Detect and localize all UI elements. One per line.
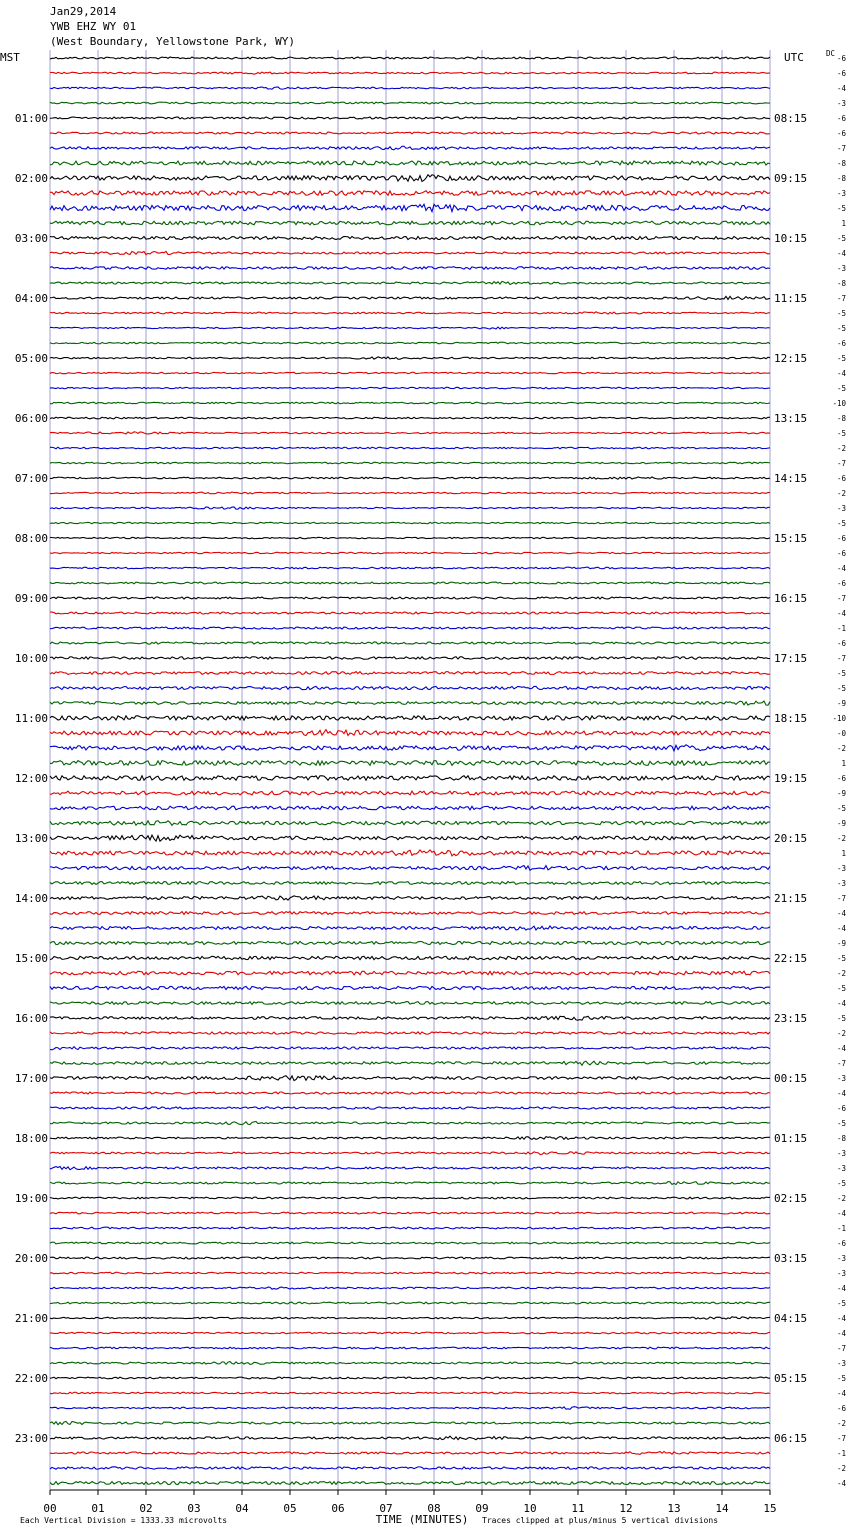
dc-offset-label: 1 <box>841 219 846 228</box>
dc-offset-label: -6 <box>836 1404 846 1413</box>
left-hour-label: 12:00 <box>14 772 48 785</box>
x-tick-label: 09 <box>475 1502 489 1515</box>
trace-65 <box>50 1032 770 1034</box>
left-hour-label: 14:00 <box>14 892 48 905</box>
trace-24 <box>50 417 770 419</box>
trace-89 <box>50 1392 770 1394</box>
dc-offset-label: -7 <box>836 1344 846 1353</box>
trace-35 <box>50 582 770 584</box>
trace-86 <box>50 1347 770 1349</box>
trace-72 <box>50 1137 770 1140</box>
left-timezone-label: MST <box>0 51 20 64</box>
trace-71 <box>50 1122 770 1125</box>
trace-36 <box>50 597 770 599</box>
axis-labels <box>0 49 846 1526</box>
dc-offset-label: -3 <box>836 1359 846 1368</box>
dc-offset-label: -3 <box>836 264 846 273</box>
trace-87 <box>50 1362 770 1365</box>
trace-20 <box>50 357 770 359</box>
trace-4 <box>50 117 770 119</box>
dc-offset-label: -6 <box>836 549 846 558</box>
trace-32 <box>50 537 770 538</box>
dc-offset-label: -2 <box>836 834 846 843</box>
x-tick-label: 05 <box>283 1502 297 1515</box>
dc-offset-label: -4 <box>836 1209 846 1218</box>
dc-offset-label: -4 <box>836 1329 846 1338</box>
dc-offset-label: -5 <box>836 1014 846 1023</box>
trace-77 <box>50 1212 770 1214</box>
trace-63 <box>50 1002 770 1005</box>
dc-offset-label: -8 <box>836 414 846 423</box>
trace-61 <box>50 971 770 975</box>
trace-37 <box>50 612 770 614</box>
right-hour-label: 17:15 <box>774 652 808 665</box>
trace-6 <box>50 146 770 149</box>
trace-23 <box>50 402 770 404</box>
dc-offset-label: -1 <box>836 624 846 633</box>
dc-offset-label: -6 <box>836 1239 846 1248</box>
trace-54 <box>50 866 770 871</box>
trace-21 <box>50 372 770 373</box>
left-hour-label: 15:00 <box>14 952 48 965</box>
dc-offset-label: -5 <box>836 984 846 993</box>
trace-60 <box>50 956 770 959</box>
dc-offset-label: -4 <box>836 564 846 573</box>
trace-68 <box>50 1076 770 1081</box>
right-hour-label: 23:15 <box>774 1012 808 1025</box>
dc-offset-label: -3 <box>836 99 846 108</box>
trace-93 <box>50 1451 770 1454</box>
dc-offset-label: -6 <box>836 129 846 138</box>
dc-offset-label: -5 <box>836 429 846 438</box>
dc-offset-label: -3 <box>836 879 846 888</box>
right-hour-label: 15:15 <box>774 532 808 545</box>
trace-18 <box>50 327 770 329</box>
left-hour-label: 02:00 <box>14 172 48 185</box>
dc-offset-label: -4 <box>836 84 846 93</box>
trace-62 <box>50 986 770 989</box>
dc-offset-label: -7 <box>836 459 846 468</box>
header-location: (West Boundary, Yellowstone Park, WY) <box>50 35 296 48</box>
right-hour-label: 03:15 <box>774 1252 808 1265</box>
x-tick-label: 10 <box>523 1502 537 1515</box>
right-hour-label: 22:15 <box>774 952 808 965</box>
dc-offset-label: -4 <box>836 1044 846 1053</box>
left-hour-label: 17:00 <box>14 1072 48 1085</box>
dc-offset-label: -6 <box>836 579 846 588</box>
trace-2 <box>50 87 770 89</box>
right-hour-label: 18:15 <box>774 712 808 725</box>
dc-header-label: DC <box>826 49 836 58</box>
dc-offset-label: -4 <box>836 999 846 1008</box>
right-hour-label: 06:15 <box>774 1432 808 1445</box>
right-hour-label: 10:15 <box>774 232 808 245</box>
trace-78 <box>50 1227 770 1229</box>
dc-offset-label: -5 <box>836 1179 846 1188</box>
dc-offset-label: -3 <box>836 1254 846 1263</box>
dc-offset-label: -8 <box>836 1134 846 1143</box>
right-hour-label: 09:15 <box>774 172 808 185</box>
trace-44 <box>50 716 770 720</box>
dc-offset-label: -9 <box>836 819 846 828</box>
trace-75 <box>50 1182 770 1185</box>
trace-74 <box>50 1167 770 1170</box>
trace-12 <box>50 236 770 239</box>
seismic-traces <box>50 57 770 1484</box>
right-hour-label: 13:15 <box>774 412 808 425</box>
trace-17 <box>50 312 770 314</box>
trace-14 <box>50 267 770 270</box>
trace-70 <box>50 1107 770 1109</box>
right-hour-label: 05:15 <box>774 1372 808 1385</box>
dc-offset-label: -5 <box>836 324 846 333</box>
dc-offset-label: -0 <box>836 729 846 738</box>
trace-39 <box>50 642 770 644</box>
trace-83 <box>50 1302 770 1304</box>
left-hour-label: 20:00 <box>14 1252 48 1265</box>
dc-offset-label: -4 <box>836 1479 846 1488</box>
x-tick-label: 01 <box>91 1502 105 1515</box>
dc-offset-label: -5 <box>836 204 846 213</box>
footer-scale-note: Each Vertical Division = 1333.33 microvolts <box>20 1516 228 1525</box>
right-hour-label: 11:15 <box>774 292 808 305</box>
dc-offset-label: -7 <box>836 144 846 153</box>
x-tick-label: 13 <box>667 1502 681 1515</box>
left-hour-label: 06:00 <box>14 412 48 425</box>
dc-offset-label: -6 <box>836 774 846 783</box>
dc-offset-label: -3 <box>836 1149 846 1158</box>
trace-26 <box>50 447 770 449</box>
trace-69 <box>50 1092 770 1094</box>
dc-offset-label: -8 <box>836 279 846 288</box>
trace-15 <box>50 281 770 284</box>
dc-offset-label: -5 <box>836 234 846 243</box>
x-tick-label: 08 <box>427 1502 441 1515</box>
left-hour-label: 04:00 <box>14 292 48 305</box>
x-axis-title: TIME (MINUTES) <box>375 1513 469 1526</box>
left-hour-label: 07:00 <box>14 472 48 485</box>
dc-offset-label: -8 <box>836 174 846 183</box>
left-hour-label: 03:00 <box>14 232 48 245</box>
dc-offset-label: -9 <box>836 939 846 948</box>
trace-57 <box>50 912 770 915</box>
dc-offset-label: -7 <box>836 894 846 903</box>
dc-offset-label: -3 <box>836 1074 846 1083</box>
dc-offset-label: -4 <box>836 1389 846 1398</box>
x-tick-label: 02 <box>139 1502 153 1515</box>
dc-offset-label: -4 <box>836 1314 846 1323</box>
trace-59 <box>50 941 770 944</box>
dc-offset-label: -7 <box>836 1059 846 1068</box>
dc-offset-label: -6 <box>836 114 846 123</box>
trace-76 <box>50 1197 770 1199</box>
dc-offset-label: -5 <box>836 1119 846 1128</box>
left-hour-label: 22:00 <box>14 1372 48 1385</box>
trace-80 <box>50 1257 770 1259</box>
dc-offset-label: -5 <box>836 684 846 693</box>
trace-25 <box>50 432 770 434</box>
dc-offset-label: -5 <box>836 384 846 393</box>
dc-offset-label: -5 <box>836 1374 846 1383</box>
dc-offset-label: 1 <box>841 759 846 768</box>
trace-64 <box>50 1016 770 1020</box>
trace-11 <box>50 221 770 225</box>
x-tick-label: 15 <box>763 1502 777 1515</box>
dc-offset-label: -5 <box>836 954 846 963</box>
left-hour-label: 08:00 <box>14 532 48 545</box>
dc-offset-label: -3 <box>836 864 846 873</box>
dc-offset-label: -10 <box>832 399 846 408</box>
trace-34 <box>50 567 770 569</box>
trace-1 <box>50 72 770 74</box>
trace-0 <box>50 57 770 59</box>
trace-88 <box>50 1377 770 1379</box>
trace-53 <box>50 850 770 856</box>
dc-offset-label: -5 <box>836 354 846 363</box>
left-hour-label: 11:00 <box>14 712 48 725</box>
dc-offset-label: -1 <box>836 1224 846 1233</box>
trace-29 <box>50 492 770 494</box>
trace-3 <box>50 102 770 104</box>
trace-79 <box>50 1242 770 1244</box>
trace-91 <box>50 1421 770 1424</box>
trace-27 <box>50 462 770 464</box>
right-hour-label: 04:15 <box>774 1312 808 1325</box>
trace-85 <box>50 1332 770 1334</box>
dc-offset-label: -3 <box>836 1269 846 1278</box>
dc-offset-label: -4 <box>836 909 846 918</box>
trace-90 <box>50 1407 770 1410</box>
dc-offset-label: -4 <box>836 249 846 258</box>
x-tick-label: 06 <box>331 1502 345 1515</box>
trace-49 <box>50 791 770 795</box>
dc-offset-label: -7 <box>836 1434 846 1443</box>
right-hour-label: 08:15 <box>774 112 808 125</box>
dc-offset-label: -6 <box>836 54 846 63</box>
dc-offset-label: -9 <box>836 789 846 798</box>
footer-clip-note: Traces clipped at plus/minus 5 vertical divisions <box>482 1516 719 1525</box>
trace-10 <box>50 204 770 211</box>
right-hour-label: 02:15 <box>774 1192 808 1205</box>
dc-offset-label: -2 <box>836 489 846 498</box>
x-tick-label: 03 <box>187 1502 201 1515</box>
trace-52 <box>50 835 770 841</box>
trace-58 <box>50 926 770 930</box>
right-hour-label: 20:15 <box>774 832 808 845</box>
dc-offset-label: -5 <box>836 519 846 528</box>
dc-offset-label: -2 <box>836 1464 846 1473</box>
right-hour-label: 12:15 <box>774 352 808 365</box>
dc-offset-label: -7 <box>836 594 846 603</box>
dc-offset-label: -6 <box>836 474 846 483</box>
dc-offset-label: -10 <box>832 714 846 723</box>
dc-offset-label: -6 <box>836 534 846 543</box>
dc-offset-label: -2 <box>836 1029 846 1038</box>
trace-41 <box>50 672 770 675</box>
dc-offset-label: -5 <box>836 669 846 678</box>
dc-offset-label: -3 <box>836 189 846 198</box>
dc-offset-label: -2 <box>836 744 846 753</box>
left-hour-label: 01:00 <box>14 112 48 125</box>
trace-33 <box>50 552 770 553</box>
trace-92 <box>50 1436 770 1440</box>
header-date: Jan29,2014 <box>50 5 117 18</box>
trace-31 <box>50 522 770 523</box>
trace-81 <box>50 1272 770 1274</box>
left-hour-label: 09:00 <box>14 592 48 605</box>
dc-offset-label: -6 <box>836 339 846 348</box>
trace-95 <box>50 1482 770 1485</box>
trace-55 <box>50 882 770 885</box>
x-tick-label: 14 <box>715 1502 729 1515</box>
trace-46 <box>50 745 770 751</box>
left-hour-label: 10:00 <box>14 652 48 665</box>
right-hour-label: 14:15 <box>774 472 808 485</box>
trace-84 <box>50 1317 770 1319</box>
trace-22 <box>50 387 770 388</box>
dc-offset-label: -4 <box>836 609 846 618</box>
trace-40 <box>50 657 770 660</box>
trace-45 <box>50 730 770 736</box>
dc-offset-label: -2 <box>836 1419 846 1428</box>
trace-5 <box>50 132 770 134</box>
trace-38 <box>50 627 770 629</box>
dc-offset-label: -5 <box>836 1299 846 1308</box>
left-hour-label: 13:00 <box>14 832 48 845</box>
x-tick-label: 11 <box>571 1502 585 1515</box>
trace-47 <box>50 761 770 766</box>
dc-offset-label: -9 <box>836 699 846 708</box>
trace-28 <box>50 477 770 479</box>
dc-offset-label: -5 <box>836 804 846 813</box>
dc-offset-label: -6 <box>836 69 846 78</box>
trace-30 <box>50 507 770 509</box>
dc-offset-label: -4 <box>836 1089 846 1098</box>
trace-16 <box>50 296 770 299</box>
left-hour-label: 23:00 <box>14 1432 48 1445</box>
trace-56 <box>50 896 770 900</box>
dc-offset-label: -6 <box>836 1104 846 1113</box>
right-hour-label: 21:15 <box>774 892 808 905</box>
trace-7 <box>50 161 770 165</box>
right-hour-label: 00:15 <box>774 1072 808 1085</box>
x-tick-label: 12 <box>619 1502 633 1515</box>
trace-67 <box>50 1061 770 1065</box>
dc-offset-label: -4 <box>836 1284 846 1293</box>
left-hour-label: 18:00 <box>14 1132 48 1145</box>
left-hour-label: 05:00 <box>14 352 48 365</box>
trace-9 <box>50 191 770 196</box>
dc-offset-label: -4 <box>836 369 846 378</box>
left-hour-label: 16:00 <box>14 1012 48 1025</box>
trace-50 <box>50 806 770 810</box>
x-tick-label: 07 <box>379 1502 393 1515</box>
trace-48 <box>50 776 770 781</box>
dc-offset-label: -5 <box>836 309 846 318</box>
dc-offset-label: -2 <box>836 1194 846 1203</box>
trace-66 <box>50 1047 770 1050</box>
trace-94 <box>50 1467 770 1469</box>
dc-offset-label: -2 <box>836 444 846 453</box>
dc-offset-label: -7 <box>836 654 846 663</box>
dc-offset-label: -4 <box>836 924 846 933</box>
right-hour-label: 01:15 <box>774 1132 808 1145</box>
dc-offset-label: -7 <box>836 294 846 303</box>
trace-13 <box>50 251 770 254</box>
trace-19 <box>50 342 770 344</box>
dc-offset-label: 1 <box>841 849 846 858</box>
dc-offset-label: -6 <box>836 639 846 648</box>
dc-offset-label: -3 <box>836 504 846 513</box>
x-tick-label: 00 <box>43 1502 57 1515</box>
trace-82 <box>50 1287 770 1289</box>
trace-43 <box>50 701 770 705</box>
trace-42 <box>50 686 770 689</box>
left-hour-label: 21:00 <box>14 1312 48 1325</box>
trace-73 <box>50 1152 770 1155</box>
grid-lines <box>50 50 770 1495</box>
left-hour-label: 19:00 <box>14 1192 48 1205</box>
x-tick-label: 04 <box>235 1502 249 1515</box>
right-timezone-label: UTC <box>784 51 804 64</box>
trace-8 <box>50 175 770 182</box>
dc-offset-label: -8 <box>836 159 846 168</box>
header-station: YWB EHZ WY 01 <box>50 20 137 33</box>
trace-51 <box>50 821 770 826</box>
dc-offset-label: -2 <box>836 969 846 978</box>
right-hour-label: 19:15 <box>774 772 808 785</box>
dc-offset-label: -1 <box>836 1449 846 1458</box>
dc-offset-label: -3 <box>836 1164 846 1173</box>
right-hour-label: 16:15 <box>774 592 808 605</box>
